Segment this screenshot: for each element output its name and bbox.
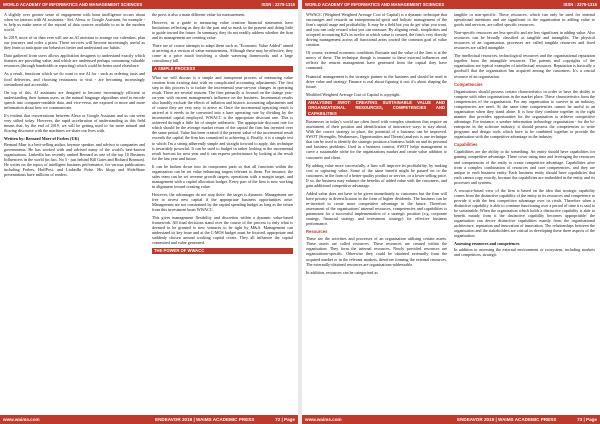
paragraph: Data gathered from users allows application designers to understand exactly which features are providing value, and which are underused perhaps consuming valuable resources (through bandwidth or reporting) which could be better used elsewhere. xyxy=(4,53,145,69)
journal-title: WORLD ACADEMY OF INFORMATICS AND MANAGEMENT SCIENCES xyxy=(305,2,445,7)
section-heading: A SIMPLE PROCESS xyxy=(152,66,293,72)
paragraph: Financial management is the strategic partner to the business and should be used to drive value and strategy. Finance is real about figuring it out; it's about shaping the future. xyxy=(306,73,447,89)
paragraph: These are the activities and processes of an organisation utilising certain assets. These assets are called resources. These resources are created within the organisation. They form the internal resources. Newly provided resources are organisations-specific. Otherwise they could be obtained externally from the acquired market or in the relevant markets, therefore forming the external resources. The externally-obtained resources are organisations-addressable. xyxy=(306,236,447,267)
paragraph: Non-specific resources are less specific and are less significant in adding value. Also resources can be broadly classified as tangible and intangible. The physical resources of an organisation, processes are called tangible resources and fixed resources are called intangible. xyxy=(454,30,595,51)
subsection-heading: Capabilities xyxy=(454,142,478,148)
paragraph: What we will discuss is a simple and transparent process of measuring value creation from existing data with no complicated accounting adjustments. The first step in this process is to isolate the incremental year-on-year changes in operating result. There are several reasons. The firm primarily is focused on the change year-on-year with current management's influence on the business. Incremental results also handily exclude the effects of inflation and historic accounting adjustments and of course they are very easy to arrive at. Once the incremental operating result is arrived at it needs to be converted into a bare operating rate by dividing by the incremental capital employed. WWACC is the appropriate discount rate. This is achieved through a little bit of simple arithmetic. The appropriate discount rate for which should be the average market return of the capital the firm has invested over the same period. Value has been created if the present value of the incremental result exceeds the capital the firm has committed to achieving it. Finally, it is a simple test to which I'm a strong adherently simple and straight forward to apply, this technique is invariably powerful. It can be used to budget in rather looking at the incremental result forecast for next year and it can express performance by looking at the result for the last year and future. xyxy=(152,74,293,161)
footer-conference: ENDEAVOR 2019 | WAIMS ACADEMIC PRESS xyxy=(155,417,255,422)
paragraph: This gives management flexibility and discretion within a dynamic value-based framework. All final decisions stand over the course of the process to only what is deemed to be granted to new ventures to be tight by M&A. Management can understand its key issue and at the C-MOS budget must be focused, appropriate and suddenly chosen around working capital create. They all influence the capital committed and value generated. xyxy=(152,215,293,246)
page-footer xyxy=(302,415,600,424)
paragraph: In 2019, more of us than ever will use an AI assistant to arrange our calendars, plan our journeys and order a pizza. These services will become increasingly useful as they learn to anticipate our behaviors better and understand our habits. xyxy=(4,35,145,51)
paragraph: Organisations should possess certain characteristics in order to have the ability to compete with other organisations in the market place. These characteristics form the competencies of the organisation. For any organisation to survive in an industry, competencies are need. At the same time competencies cannot be useful to an organisation when they stand alone. It is how they combine together in the right manner that provides opportunities for the organisation to achieve competitive advantage. For instance, a weaker information technology organisation - for the hi-enterprise in the software industry, it should possess the competencies to write programs and design tools which have to be combined together to provide the organisation with the competitive advantage in the industry. xyxy=(454,88,595,140)
paragraph: Businesses in today's world are often faced with complex situations that require an assessment of their position and identification of innovative ways to stay ahead. With the correct strategy in place, the potential of a business can be improved. SWOT (Strengths, Weaknesses, Opportunities and Threats) analysis is one technique that can be used to identify the strategic position a business holds on and its personal and business problems. Used in a business context, SWOT helps management to carve a sustainable niche for the organizations market and create value addition to customers and client. xyxy=(306,119,447,160)
subsection-heading: Competencies xyxy=(454,81,483,87)
paragraph: As a result, functions which we do want to use AI for - such as ordering taxis and food deliveries, and choosing restaurants to visit - are becoming increasingly streamlined and accessible. xyxy=(4,71,145,87)
left-column-2 xyxy=(152,12,293,412)
paragraph: On top of this, AI assistants are designed to become increasingly efficient at understanding their human users, as the natural language algorithms used to encode speech into computer-readable data, and vice-versa, are exposed to more and more information about how we communicate. xyxy=(4,89,145,110)
paragraph: A slightly over greater sense of engagement with bona intelligence occurs about when we interact with AI assistants - Siri, Alexa, or Google Assistant, for example - to help us make sense of the myriad of data sources available to us in the modern world. xyxy=(4,12,145,33)
footer-conference: ENDEAVOR 2019 | WAIMS ACADEMIC PRESS xyxy=(457,417,557,422)
paragraph: However, the advantages do not stop there: the target is dynamic. Management are free to invest new capital if the appropriate business opportunities arise. Management are not constrained by the capital spending budget as long as the return from this investment beats WWACC. xyxy=(152,191,293,213)
page-header xyxy=(0,0,298,9)
issn-label: ISSN : 2278-1315 xyxy=(563,2,597,7)
journal-title: WORLD ACADEMY OF INFORMATICS AND MANAGEMENT SCIENCES xyxy=(3,2,143,7)
paragraph: However, as a guide to measuring value creation financial statements have limitations reflecting as they do the past and so mask so the present and doing little to guide toward the future. In summary, they do not readily address whether the firm and its management are creating value. xyxy=(152,20,293,41)
paragraph: Capabilities are the ability to do something. An entity should have capabilities for gaining competitive advantage. These cover using time and leveraging the resources and competencies of the entity to create competitive advantage. Capabilities arise from a complex combination of resources and core competencies, and they are unique to each business entity. Each business entity should have capabilities that each cannot copy exactly, because the capabilities are embedded in the entity and its processes and systems. xyxy=(454,149,595,185)
paragraph: Of course, external economic conditions fluctuate and the value of the firm is at the mercy of these. The technique though is immune to these external influences and reflects the returns management have generated from the capital they have command. xyxy=(306,50,447,71)
paragraph: In addition, resources can be categorised as xyxy=(306,269,378,275)
author-byline: Written by: Bernard Marr of Forbes (UK) xyxy=(4,135,80,141)
footer-url[interactable]: www.waims.com xyxy=(3,417,40,422)
right-page xyxy=(302,0,600,424)
paragraph: the press is also a main different value for measurement. xyxy=(152,12,246,17)
subsection-heading: Resources xyxy=(306,229,328,235)
page-header xyxy=(302,0,600,9)
paragraph: The intellectual resources, technological resources and the organisational reputation together form the intangible resources. The patents and copyrights of the organisation are typical examples of intellectual resources. Reputation is basically a goodwill that the organisation has acquired among the customers. It's a crucial resource of an organisation. xyxy=(454,53,595,79)
paragraph: In addition to assessing the external environment or ecosystem, including markets and competitors, strategic xyxy=(454,247,595,258)
left-page xyxy=(0,0,298,424)
paragraph: It can be broken down into its component parts so that all functions within the organization can be set value enhancing targets relevant to them. For instance, the sales team can be set revenue growth targets; operations with a margin target, and management with a capital allocation budget. Every part of the firm is now working in alignment toward creating value. xyxy=(152,163,293,189)
paragraph: WWACC (Weighted Weighted Average Cost of Capital) is a dynamic technique that encourages and rewards an entrepreneurial spirit and holistic management of the firm's capital usage and profitability. It may be a field but you do get what you want, and you can only reward what you can measure. By aligning result, simplicities and accepted accounting K2's in twelve at which value is created, the firm's very directly driving management across all functional areas toward the common goal of value creation. xyxy=(306,12,447,48)
section-heading: THE POWER OF WWACC xyxy=(152,248,293,254)
left-column-1 xyxy=(4,12,145,412)
paragraph: It's evident that conversations between Alexa or Google Assistant and us can seem very stilted today. However, the rapid acceleration of understanding in this field means that, by the end of 2019, we will be getting used to far more natural and flowing discourse with the machines we share our lives with. xyxy=(4,112,145,133)
paragraph: There are of course attempts to adapt them such as "Economic Value Added" aimed at arriving at a version of value measurement. Although these may be effective, they come at a price much involving a shade wavering frameworks and a large consultancy bill. xyxy=(152,43,293,64)
page-footer xyxy=(0,415,298,424)
page-number: 72 | Page xyxy=(275,417,295,422)
paragraph: tangible or non-specific. These resources, which can only be used for internal operational intentions and are significant to the organisation in adding value to goods and services, are called specific resources. xyxy=(454,12,595,28)
subsection-heading: Assessing resources and competences xyxy=(454,241,520,247)
paragraph: A resource-based view of the firm is based on the idea that strategic capability comes from the distinctive capability of the entity in its resources and competence to provide it with the best competitive advantage over its rivals. Therefore when a distinctive capability is able to continue functioning over a period of time it is said to be sustainable. When the organisation which holds a distinctive capability is able to benefit mainly from it the distinctive capability becomes appropriable: the organisation can derive distinctive capabilities mainly from the organisational architecture, reputation and innovation of innovation. The relationships between the organisation and the stakeholders are critical in developing these three aspects of the organisation. xyxy=(454,187,595,239)
paragraph: Bernard Marr is a best-selling author, keynote speaker, and advisor to companies and governments. He has worked with and advised many of the world's best-known organisations. LinkedIn has recently ranked Bernard as one of the top 10 Business Influencers in the world (in fact, No 5 - just behind Bill Gates and Richard Branson). He writes on the topics of intelligent business performance, for various publications including Forbes, HuffPost, and LinkedIn Pulse. His blogs and SlideShare presentations have millions of readers. xyxy=(4,142,145,178)
paragraph: Added value does not have to be given immediately to customers but the firm will have priority in diversification in the form of higher dividends. The business can be re-invested to create more competitive advantage in the future. Therefore, assessment of the organisations' internal resources, competencies and capabilities is paramount for a successful implementation of a strategic position (e.g. corporate strategy, financial strategy and investment strategy) for effective business performance. xyxy=(306,190,447,227)
section-heading: ANALYSING SWOT: CREATING SUSTAINABLE VALUE AND ORGANIZATIONAL RESOURCES, COMPETENCIES AND CAPABILITIES xyxy=(308,99,445,116)
right-column-1 xyxy=(306,12,447,412)
paragraph: Modified Weighted Average Cost of Capital is copyright. xyxy=(306,91,401,97)
page-number: 73 | Page xyxy=(577,417,597,422)
right-column-2 xyxy=(454,12,595,412)
issn-label: ISSN : 2278-1315 xyxy=(261,2,295,7)
paragraph: By adding value more successfully, a firm will improve its profitability, by making cost or capturing value. Some of the same benefit might be passed on to the customers, in the form of a better-quality product or service, or a lower selling price. If so, the business may enhance the benefits of added value with the customers, and gain additional competitive advantage. xyxy=(306,162,447,188)
footer-url[interactable]: www.waims.com xyxy=(305,417,342,422)
